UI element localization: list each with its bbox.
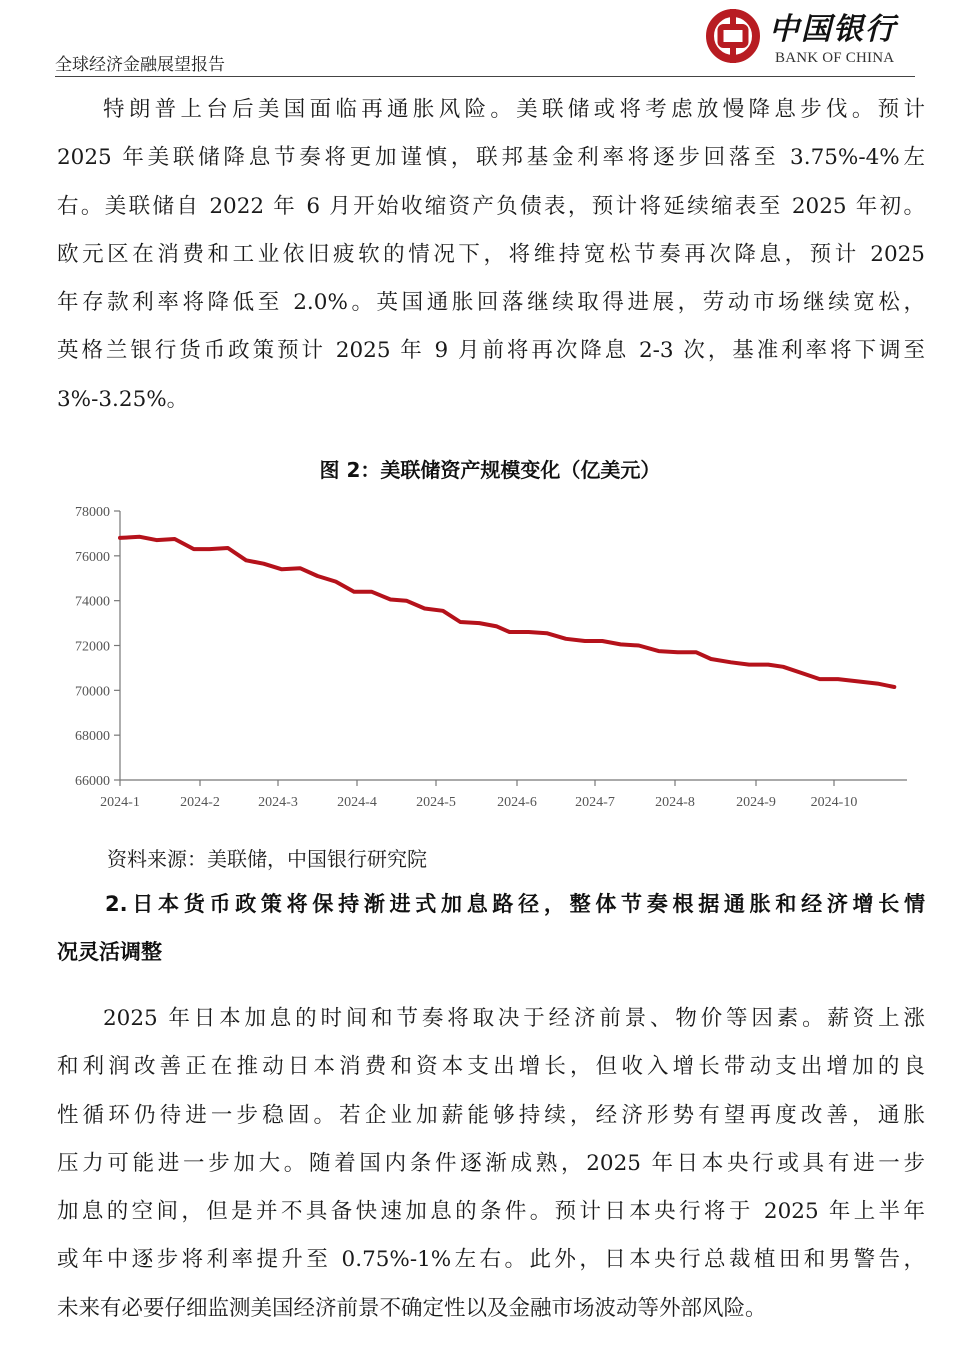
text-line: 性循环仍待进一步稳固。若企业加薪能够持续，经济形势有望再度改善，通胀 xyxy=(57,1102,925,1128)
y-tick-label: 78000 xyxy=(75,505,110,520)
logo-chinese-name: 中国银行 xyxy=(769,12,897,47)
x-tick-label: 2024-3 xyxy=(258,795,298,810)
y-tick-label: 70000 xyxy=(75,684,110,700)
x-tick-label: 2024-10 xyxy=(810,795,858,810)
x-tick-label: 2024-9 xyxy=(736,795,776,810)
logo-english-name: BANK OF CHINA xyxy=(775,50,895,66)
x-tick-label: 2024-1 xyxy=(100,795,140,810)
x-tick-label: 2024-4 xyxy=(337,795,377,810)
y-tick-label: 74000 xyxy=(75,594,110,610)
text-line: 未来有必要仔细监测美国经济前景不确定性以及金融市场波动等外部风险。 xyxy=(57,1295,767,1321)
y-tick-label: 68000 xyxy=(75,729,110,745)
heading-line: 2.日本货币政策将保持渐进式加息路径，整体节奏根据通胀和经济增长情 xyxy=(105,892,925,916)
text-line: 右。美联储自 2022 年 6 月开始收缩资产负债表，预计将延续缩表至 2025 年初。 xyxy=(57,193,925,219)
page-header xyxy=(55,0,915,77)
section-heading-japan xyxy=(57,880,925,976)
text-line: 特朗普上台后美国面临再通胀风险。美联储或将考虑放慢降息步伐。预计 xyxy=(103,97,925,122)
text-line: 2025 年日本加息的时间和节奏将取决于经济前景、物价等因素。薪资上涨 xyxy=(103,1006,925,1031)
text-line: 和利润改善正在推动日本消费和资本支出增长，但收入增长带动支出增加的良 xyxy=(57,1054,925,1080)
paragraph-japan-monetary-policy xyxy=(57,995,925,1333)
y-tick-label: 66000 xyxy=(75,774,110,789)
text-line: 英格兰银行货币政策预计 2025 年 9 月前将再次降息 2-3 次，基准利率将下调至 xyxy=(57,338,925,364)
text-line: 欧元区在消费和工业依旧疲软的情况下，将维持宽松节奏再次降息，预计 2025 xyxy=(57,241,925,267)
x-tick-label: 2024-8 xyxy=(655,795,695,810)
bank-of-china-logo xyxy=(705,6,915,70)
text-line: 或年中逐步将利率提升至 0.75%-1%左右。此外，日本央行总裁植田和男警告， xyxy=(57,1247,925,1273)
x-tick-label: 2024-5 xyxy=(416,795,456,810)
heading-line: 况灵活调整 xyxy=(57,940,162,964)
y-tick-label: 72000 xyxy=(75,639,110,655)
bank-of-china-emblem-icon xyxy=(705,8,761,64)
text-line: 加息的空间，但是并不具备快速加息的条件。预计日本央行将于 2025 年上半年 xyxy=(57,1199,925,1225)
figure-title: 图 2：美联储资产规模变化（亿美元） xyxy=(319,458,661,482)
series-line-fed-assets xyxy=(120,537,894,687)
x-tick-label: 2024-2 xyxy=(180,795,220,810)
y-axis xyxy=(75,505,120,789)
text-line: 压力可能进一步加大。随着国内条件逐渐成熟，2025 年日本央行或具有进一步 xyxy=(57,1150,925,1176)
text-line: 2025 年美联储降息节奏将更加谨慎，联邦基金利率将逐步回落至 3.75%-4%左 xyxy=(57,145,925,171)
text-line: 3%-3.25%。 xyxy=(57,386,189,412)
x-tick-label: 2024-6 xyxy=(497,795,537,810)
x-axis xyxy=(100,780,907,810)
fed-assets-line-chart xyxy=(0,490,980,820)
figure-source: 资料来源：美联储，中国银行研究院 xyxy=(107,847,427,871)
text-line: 年存款利率将降低至 2.0%。英国通胀回落继续取得进展，劳动市场继续宽松， xyxy=(57,290,925,316)
y-tick-label: 76000 xyxy=(75,549,110,565)
x-tick-label: 2024-7 xyxy=(575,795,615,810)
paragraph-us-monetary-policy xyxy=(57,86,925,424)
report-title: 全球经济金融展望报告 xyxy=(55,55,225,75)
